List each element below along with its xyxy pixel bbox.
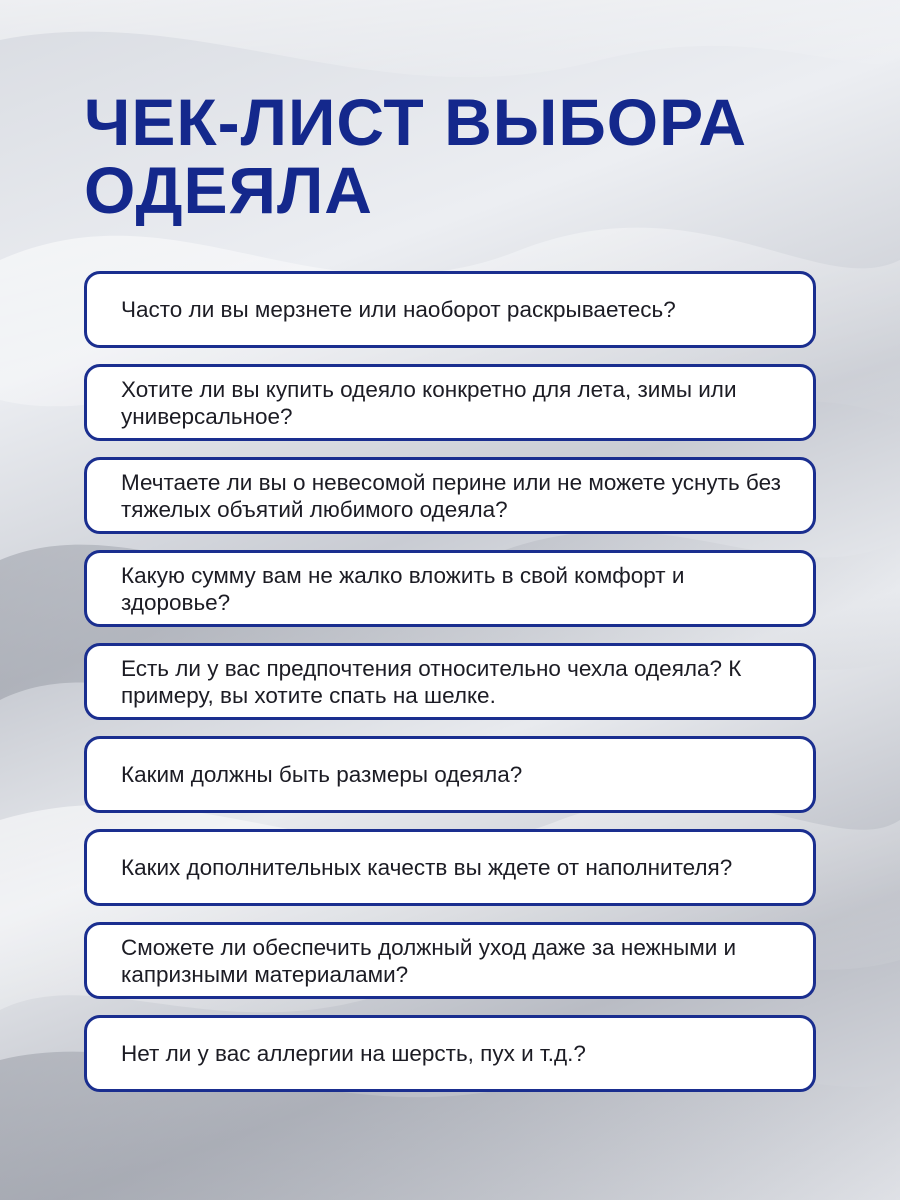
checklist xyxy=(84,271,816,1108)
page-title: ЧЕК-ЛИСТ ВЫБОРА ОДЕЯЛА xyxy=(84,85,748,227)
checklist-item[interactable] xyxy=(84,922,816,999)
checklist-item[interactable] xyxy=(84,736,816,813)
checklist-item[interactable] xyxy=(84,364,816,441)
checklist-item[interactable] xyxy=(84,829,816,906)
checklist-item-text: Какую сумму вам не жалко вложить в свой комфорт и здоровье? xyxy=(121,562,685,615)
checklist-item-text: Каким должны быть размеры одеяла? xyxy=(121,762,523,787)
checklist-item[interactable] xyxy=(84,643,816,720)
checklist-item[interactable] xyxy=(84,457,816,534)
checklist-item-text: Сможете ли обеспечить должный уход даже за нежными и капризными материалами? xyxy=(121,934,737,987)
checklist-item-text: Мечтаете ли вы о невесомой перине или не можете уснуть без тяжелых объятий любимого одеяла? xyxy=(121,469,781,522)
checklist-item-text: Каких дополнительных качеств вы ждете от наполнителя? xyxy=(121,855,733,880)
checklist-item[interactable] xyxy=(84,271,816,348)
checklist-item-text: Есть ли у вас предпочтения относительно чехла одеяла? К примеру, вы хотите спать на шелке. xyxy=(121,655,742,708)
checklist-item-text: Часто ли вы мерзнете или наоборот раскрываетесь? xyxy=(121,297,676,322)
checklist-item-text: Нет ли у вас аллергии на шерсть, пух и т.д.? xyxy=(121,1041,586,1066)
checklist-item-text: Хотите ли вы купить одеяло конкретно для лета, зимы или универсальное? xyxy=(121,376,737,429)
checklist-item[interactable] xyxy=(84,550,816,627)
checklist-item[interactable] xyxy=(84,1015,816,1092)
